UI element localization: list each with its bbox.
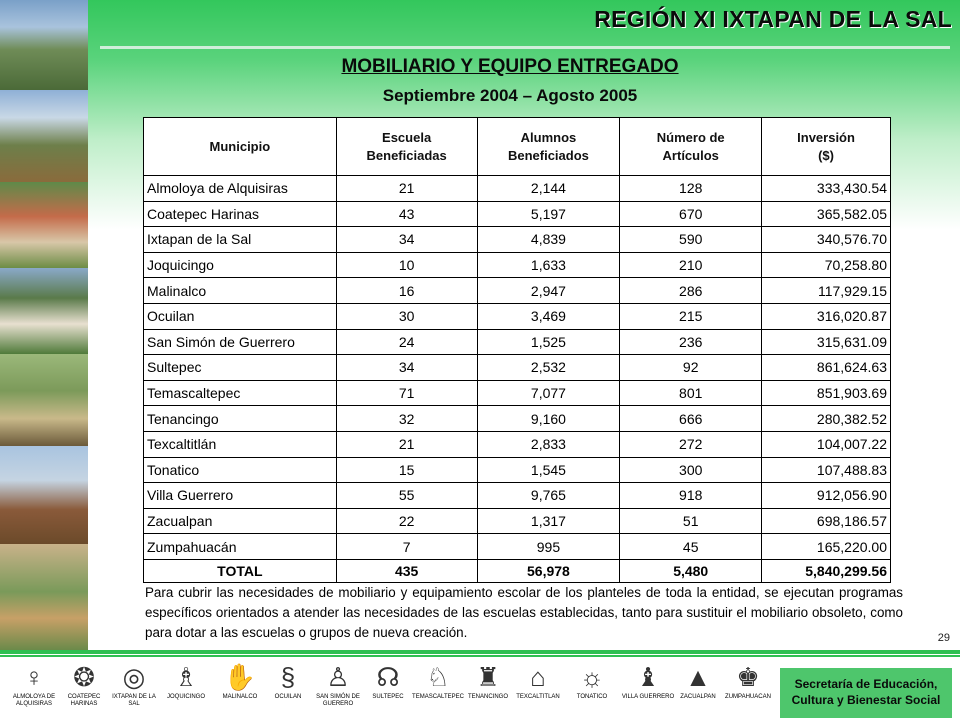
cell-alumnos: 2,144 [477,176,620,202]
seal-glyph-icon: ❂ [73,662,95,692]
hills-photo [0,446,88,544]
logo-coatepec: ❂ COATEPEC HARINAS [56,660,112,718]
cell-inversion: 861,624.63 [762,355,891,381]
logo-ixtapan: ◎ IXTAPAN DE LA SAL [106,660,162,718]
cell-inversion: 104,007.22 [762,431,891,457]
cell-escuelas: 71 [336,380,477,406]
cell-escuelas: 32 [336,406,477,432]
cell-inversion: 117,929.15 [762,278,891,304]
page-subtitle: Septiembre 2004 – Agosto 2005 [382,86,638,105]
table-row [144,303,891,329]
cell-municipio: San Simón de Guerrero [144,329,337,355]
total-label: TOTAL [144,559,337,582]
cell-inversion: 70,258.80 [762,252,891,278]
table-row [144,227,891,253]
cell-alumnos: 2,833 [477,431,620,457]
table-row [144,431,891,457]
cell-articulos: 272 [620,431,762,457]
table-row [144,380,891,406]
table-row [144,201,891,227]
cell-alumnos: 2,532 [477,355,620,381]
table-row [144,252,891,278]
cell-articulos: 128 [620,176,762,202]
cell-alumnos: 2,947 [477,278,620,304]
cell-articulos: 215 [620,303,762,329]
cell-articulos: 236 [620,329,762,355]
cell-inversion: 316,020.87 [762,303,891,329]
pyramid-glyph-icon: ▲ [685,662,711,692]
cell-alumnos: 995 [477,534,620,560]
cell-municipio: Coatepec Harinas [144,201,337,227]
cell-escuelas: 21 [336,431,477,457]
cell-escuelas: 24 [336,329,477,355]
cell-inversion: 365,582.05 [762,201,891,227]
cell-alumnos: 4,839 [477,227,620,253]
secretaria-line-1: Secretaría de Educación, [794,677,938,691]
cell-municipio: Zacualpan [144,508,337,534]
column-header-escuelas: Escuela Beneficiadas [336,118,477,176]
logo-san-simon: ♙ SAN SIMÓN DE GUERERO [310,660,366,718]
forest-photo [0,354,88,446]
cell-articulos: 51 [620,508,762,534]
municipality-logos [6,660,776,720]
table-row [144,534,891,560]
column-header-alumnos: Alumnos Beneficiados [477,118,620,176]
cell-inversion: 165,220.00 [762,534,891,560]
cell-inversion: 280,382.52 [762,406,891,432]
cell-escuelas: 43 [336,201,477,227]
footer-divider [0,650,960,654]
figure-glyph-icon: ♜ [476,662,500,692]
total-alumnos: 56,978 [477,559,620,582]
table-row [144,329,891,355]
mountain-photo [0,90,88,182]
header-divider [100,46,950,49]
cell-escuelas: 21 [336,176,477,202]
cell-alumnos: 3,469 [477,303,620,329]
column-header-inversion: Inversión ($) [762,118,891,176]
cell-articulos: 590 [620,227,762,253]
logo-almoloya: ♀ ALMOLOYA DE ALQUISIRAS [6,660,62,718]
cell-municipio: Ocuilan [144,303,337,329]
cell-municipio: Tenancingo [144,406,337,432]
cell-escuelas: 34 [336,227,477,253]
logo-malinalco: ✋ MALINALCO [212,660,268,718]
region-title: REGIÓN XI IXTAPAN DE LA SAL [594,6,952,32]
page-title: MOBILIARIO Y EQUIPO ENTREGADO [341,56,679,77]
explanatory-note: Para cubrir las necesidades de mobiliario y equipamiento escolar de los planteles de toda la entidad, se ejecutan programas específicos orientados a atender las necesidades de las escuelas establecidas, tanto para sustituir el mobiliario obsoleto, como para dotar a las escuelas o grupos de nueva creación. [145,585,903,640]
logo-zacualpan: ▲ ZACUALPAN [670,660,726,718]
table-row [144,355,891,381]
cell-inversion: 698,186.57 [762,508,891,534]
cell-alumnos: 1,317 [477,508,620,534]
table-row [144,508,891,534]
cell-articulos: 670 [620,201,762,227]
cell-escuelas: 10 [336,252,477,278]
cell-escuelas: 16 [336,278,477,304]
cell-alumnos: 9,160 [477,406,620,432]
valley-photo [0,544,88,650]
cell-articulos: 801 [620,380,762,406]
cell-escuelas: 15 [336,457,477,483]
cell-municipio: Almoloya de Alquisiras [144,176,337,202]
cell-municipio: Zumpahuacán [144,534,337,560]
cell-municipio: Joquicingo [144,252,337,278]
cell-escuelas: 34 [336,355,477,381]
cell-municipio: Temascaltepec [144,380,337,406]
cell-inversion: 107,488.83 [762,457,891,483]
serpent-glyph-icon: § [280,662,296,692]
total-articulos: 5,480 [620,559,762,582]
column-header-articulos: Número de Artículos [620,118,762,176]
cell-alumnos: 9,765 [477,483,620,509]
cell-articulos: 666 [620,406,762,432]
cell-articulos: 286 [620,278,762,304]
cell-articulos: 45 [620,534,762,560]
figure-glyph-icon: ♝ [636,662,660,692]
logo-zumpahuacan: ♚ ZUMPAHUACAN [720,660,776,718]
logo-tonatico: ☼ TONATICO [564,660,620,718]
photo-strip [0,0,88,650]
logo-villa-guerrero: ♝ VILLA GUERRERO [621,662,675,700]
figure-glyph-icon: ♗ [174,662,198,692]
sun-glyph-icon: ☼ [580,662,604,692]
cell-alumnos: 1,545 [477,457,620,483]
secretaria-line-2: Cultura y Bienestar Social [791,693,941,707]
total-escuelas: 435 [336,559,477,582]
house-glyph-icon: ⌂ [530,662,546,692]
cell-alumnos: 1,633 [477,252,620,278]
cell-municipio: Malinalco [144,278,337,304]
logo-sultepec: ☊ SULTEPEC [360,660,416,718]
cell-alumnos: 7,077 [477,380,620,406]
cell-inversion: 333,430.54 [762,176,891,202]
secretaria-badge [780,668,952,718]
spiral-glyph-icon: ◎ [122,662,146,692]
hand-glyph-icon: ✋ [223,662,257,692]
figure-glyph-icon: ♘ [426,662,450,692]
landscape-photo [0,0,88,90]
figure-glyph-icon: ♚ [736,662,760,692]
cell-municipio: Texcaltitlán [144,431,337,457]
data-table [143,117,891,583]
logo-joquicingo: ♗ JOQUICINGO [158,660,214,718]
page-number: 29 [937,632,950,644]
table-row [144,457,891,483]
cell-inversion: 851,903.69 [762,380,891,406]
cell-articulos: 210 [620,252,762,278]
cell-municipio: Villa Guerrero [144,483,337,509]
table-row [144,278,891,304]
cell-articulos: 918 [620,483,762,509]
column-header-municipio: Municipio [144,118,337,176]
table-header-row [144,118,891,176]
table-row [144,483,891,509]
cell-escuelas: 22 [336,508,477,534]
cell-escuelas: 55 [336,483,477,509]
cell-alumnos: 5,197 [477,201,620,227]
figure-glyph-icon: ☊ [376,662,400,692]
cell-alumnos: 1,525 [477,329,620,355]
table-total-row [144,559,891,582]
figure-glyph-icon: ♙ [326,662,350,692]
logo-texcaltitlan: ⌂ TEXCALTITLAN [510,660,566,718]
cell-inversion: 912,056.90 [762,483,891,509]
cell-municipio: Ixtapan de la Sal [144,227,337,253]
logo-tenancingo: ♜ TENANCINGO [460,660,516,718]
cell-municipio: Tonatico [144,457,337,483]
logo-ocuilan: § OCUILAN [260,660,316,718]
footer-divider-thin [0,655,960,657]
plaza-photo [0,268,88,354]
cell-inversion: 315,631.09 [762,329,891,355]
cell-articulos: 300 [620,457,762,483]
total-inversion: 5,840,299.56 [762,559,891,582]
table-row [144,176,891,202]
table-row [144,406,891,432]
town-photo [0,182,88,268]
logo-temascaltepec: ♘ TEMASCALTEPEC [410,660,466,718]
cell-escuelas: 30 [336,303,477,329]
cell-municipio: Sultepec [144,355,337,381]
cell-articulos: 92 [620,355,762,381]
figure-glyph-icon: ♀ [24,662,44,692]
cell-inversion: 340,576.70 [762,227,891,253]
cell-escuelas: 7 [336,534,477,560]
